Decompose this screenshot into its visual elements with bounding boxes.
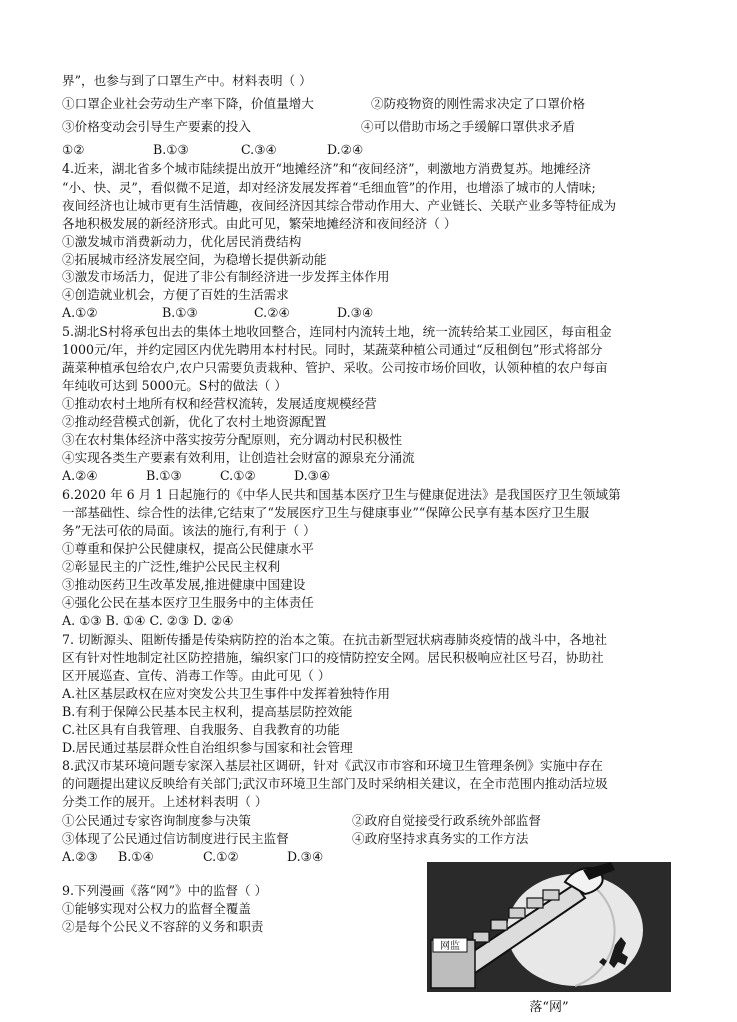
q8-choice-b: B.①④ — [118, 849, 154, 864]
q6-choices: A. ①③ B. ①④ C. ②③ D. ②④ — [62, 613, 234, 628]
q4-choice-a: A.①② — [62, 305, 98, 320]
q7-line-1: 7. 切断源头、阻断传播是传染病防控的治本之策。在抗击新型冠状病毒肺炎疫情的战斗中，各地社 — [62, 632, 607, 647]
q3-option-4: ④可以借助市场之手缓解口罩供求矛盾 — [361, 119, 576, 134]
q4-choice-c: C.②④ — [254, 305, 290, 320]
q5-option-2: ②推动经营模式创新，优化了农村土地资源配置 — [62, 414, 327, 429]
q3-choice-a: ①② — [62, 142, 85, 157]
q6-line-3: 务”无法可依的局面。该法的施行,有利于（ ） — [62, 523, 316, 538]
q3-choice-c: C.③④ — [241, 142, 277, 157]
q8-choice-a: A.②③ — [62, 849, 98, 864]
q3-option-3: ③价格变动会引导生产要素的投入 — [62, 119, 251, 134]
q6-option-2: ②彰显民主的广泛性,维护公民民主权利 — [62, 559, 281, 574]
q7-option-a: A.社区基层政权在应对突发公共卫生事件中发挥着独特作用 — [62, 686, 390, 701]
q5-line-2: 1000元/年，并约定园区内优先聘用本村村民。同时，某蔬菜种植公司通过“反租倒包”形式将部分 — [62, 342, 603, 357]
q5-choice-d: D.③④ — [294, 468, 331, 483]
q7-option-b: B.有利于保障公民基本民主权利，提高基层防控效能 — [62, 704, 353, 719]
q6-option-4: ④强化公民在基本医疗卫生服务中的主体责任 — [62, 595, 314, 610]
q3-stem: 界”，也参与到了口罩生产中。材料表明（ ） — [62, 73, 312, 88]
q5-line-1: 5.湖北S村将承包出去的集体土地收回整合，连同村内流转土地，统一流转给某工业园区，每亩租金 — [62, 324, 612, 339]
q8-option-1: ①公民通过专家咨询制度参与决策 — [62, 813, 251, 828]
q5-option-4: ④实现各类生产要素有效利用，让创造社会财富的源泉充分涌流 — [62, 450, 415, 465]
cartoon-drawing — [425, 860, 673, 1018]
q4-line-4: 各地积极发展的新经济形式。由此可见，繁荣地摊经济和夜间经济（ ） — [62, 216, 457, 231]
q4-line-2: “小、快、灵”，看似微不足道，却对经济发展发挥着“毛细血管”的作用，也增添了城市的人情味; — [62, 180, 596, 195]
q3-choice-b: B.①③ — [153, 142, 189, 157]
q4-choice-d: D.③④ — [337, 305, 374, 320]
q5-choice-c: C.①② — [220, 468, 256, 483]
cartoon-sign-text: 网监 — [440, 941, 460, 952]
q7-option-d: D.居民通过基层群众性自治组织参与国家和社会管理 — [62, 740, 353, 755]
q3-option-2: ②防疫物资的刚性需求决定了口罩价格 — [371, 96, 586, 111]
q4-option-3: ③激发市场活力，促进了非公有制经济进一步发挥主体作用 — [62, 269, 390, 284]
q8-option-4: ④政府坚持求真务实的工作方法 — [352, 831, 529, 846]
q5-line-4: 年纯收可达到 5000元。S村的做法（ ） — [62, 378, 287, 393]
q9-option-1: ①能够实现对公权力的监督全覆盖 — [62, 901, 251, 916]
q4-option-2: ②拓展城市经济发展空间，为稳增长提供新动能 — [62, 252, 327, 267]
q5-option-3: ③在农村集体经济中落实按劳分配原则，充分调动村民积极性 — [62, 432, 403, 447]
q6-line-2: 一部基础性、综合性的法律,它结束了“发展医疗卫生与健康事业”“保障公民享有基本医疗卫生服 — [62, 505, 590, 520]
cartoon-caption: 落“网” — [529, 1000, 569, 1015]
q4-line-3: 夜间经济也让城市更有生活情趣，夜间经济因其综合带动作用大、产业链长、关联产业多等特征成为 — [62, 198, 617, 213]
q6-line-1: 6.2020 年 6 月 1 日起施行的《中华人民共和国基本医疗卫生与健康促进法》是我国医疗卫生领域第 — [62, 487, 621, 502]
q7-option-c: C.社区具有自我管理、自我服务、自我教育的功能 — [62, 722, 340, 737]
q5-choice-a: A.②④ — [62, 468, 98, 483]
q8-choice-c: C.①② — [203, 849, 239, 864]
q9-option-2: ②是每个公民义不容辞的义务和职责 — [62, 919, 264, 934]
q8-line-3: 分类工作的展开。上述材料表明（ ） — [62, 794, 268, 809]
q4-option-1: ①激发城市消费新动力，优化居民消费结构 — [62, 234, 302, 249]
q7-line-2: 区有针对性地制定社区防控措施，编织家门口的疫情防控安全网。居民积极响应社区号召，协助社 — [62, 650, 604, 665]
q4-option-4: ④创造就业机会，方便了百姓的生活需求 — [62, 287, 289, 302]
q8-line-1: 8.武汉市某环境问题专家深入基层社区调研，针对《武汉市市容和环境卫生管理条例》实施中存在 — [62, 758, 603, 773]
q8-option-2: ②政府自觉接受行政系统外部监督 — [352, 813, 541, 828]
q3-choice-d: D.②④ — [327, 142, 364, 157]
q4-choice-b: B.①③ — [162, 305, 198, 320]
q5-line-3: 蔬菜种植承包给农户,农户只需要负责栽种、管护、采收。公司按市场价回收，认领种植的农户每亩 — [62, 360, 608, 375]
q8-line-2: 的问题提出建议反映给有关部门;武汉市环境卫生部门及时采纳相关建议，在全市范围内推动活垃圾 — [62, 776, 608, 791]
q9-stem: 9.下列漫画《落“网”》中的监督（ ） — [62, 883, 268, 898]
q5-option-1: ①推动农村土地所有权和经营权流转，发展适度规模经营 — [62, 396, 377, 411]
q7-line-3: 区开展巡查、宣传、消毒工作等。由此可见（ ） — [62, 668, 331, 683]
q3-option-1: ①口罩企业社会劳动生产率下降，价值量增大 — [62, 96, 314, 111]
q4-line-1: 4.近来，湖北省多个城市陆续提出放开“地摊经济”和“夜间经济”，刺激地方消费复苏。地摊经济 — [62, 161, 591, 176]
cartoon-illustration — [425, 860, 673, 1018]
q8-option-3: ③体现了公民通过信访制度进行民主监督 — [62, 831, 289, 846]
q5-choice-b: B.①③ — [146, 468, 182, 483]
q6-option-3: ③推动医药卫生改革发展,推进健康中国建设 — [62, 577, 306, 592]
q6-option-1: ①尊重和保护公民健康权，提高公民健康水平 — [62, 541, 314, 556]
q8-choice-d: D.③④ — [287, 849, 324, 864]
